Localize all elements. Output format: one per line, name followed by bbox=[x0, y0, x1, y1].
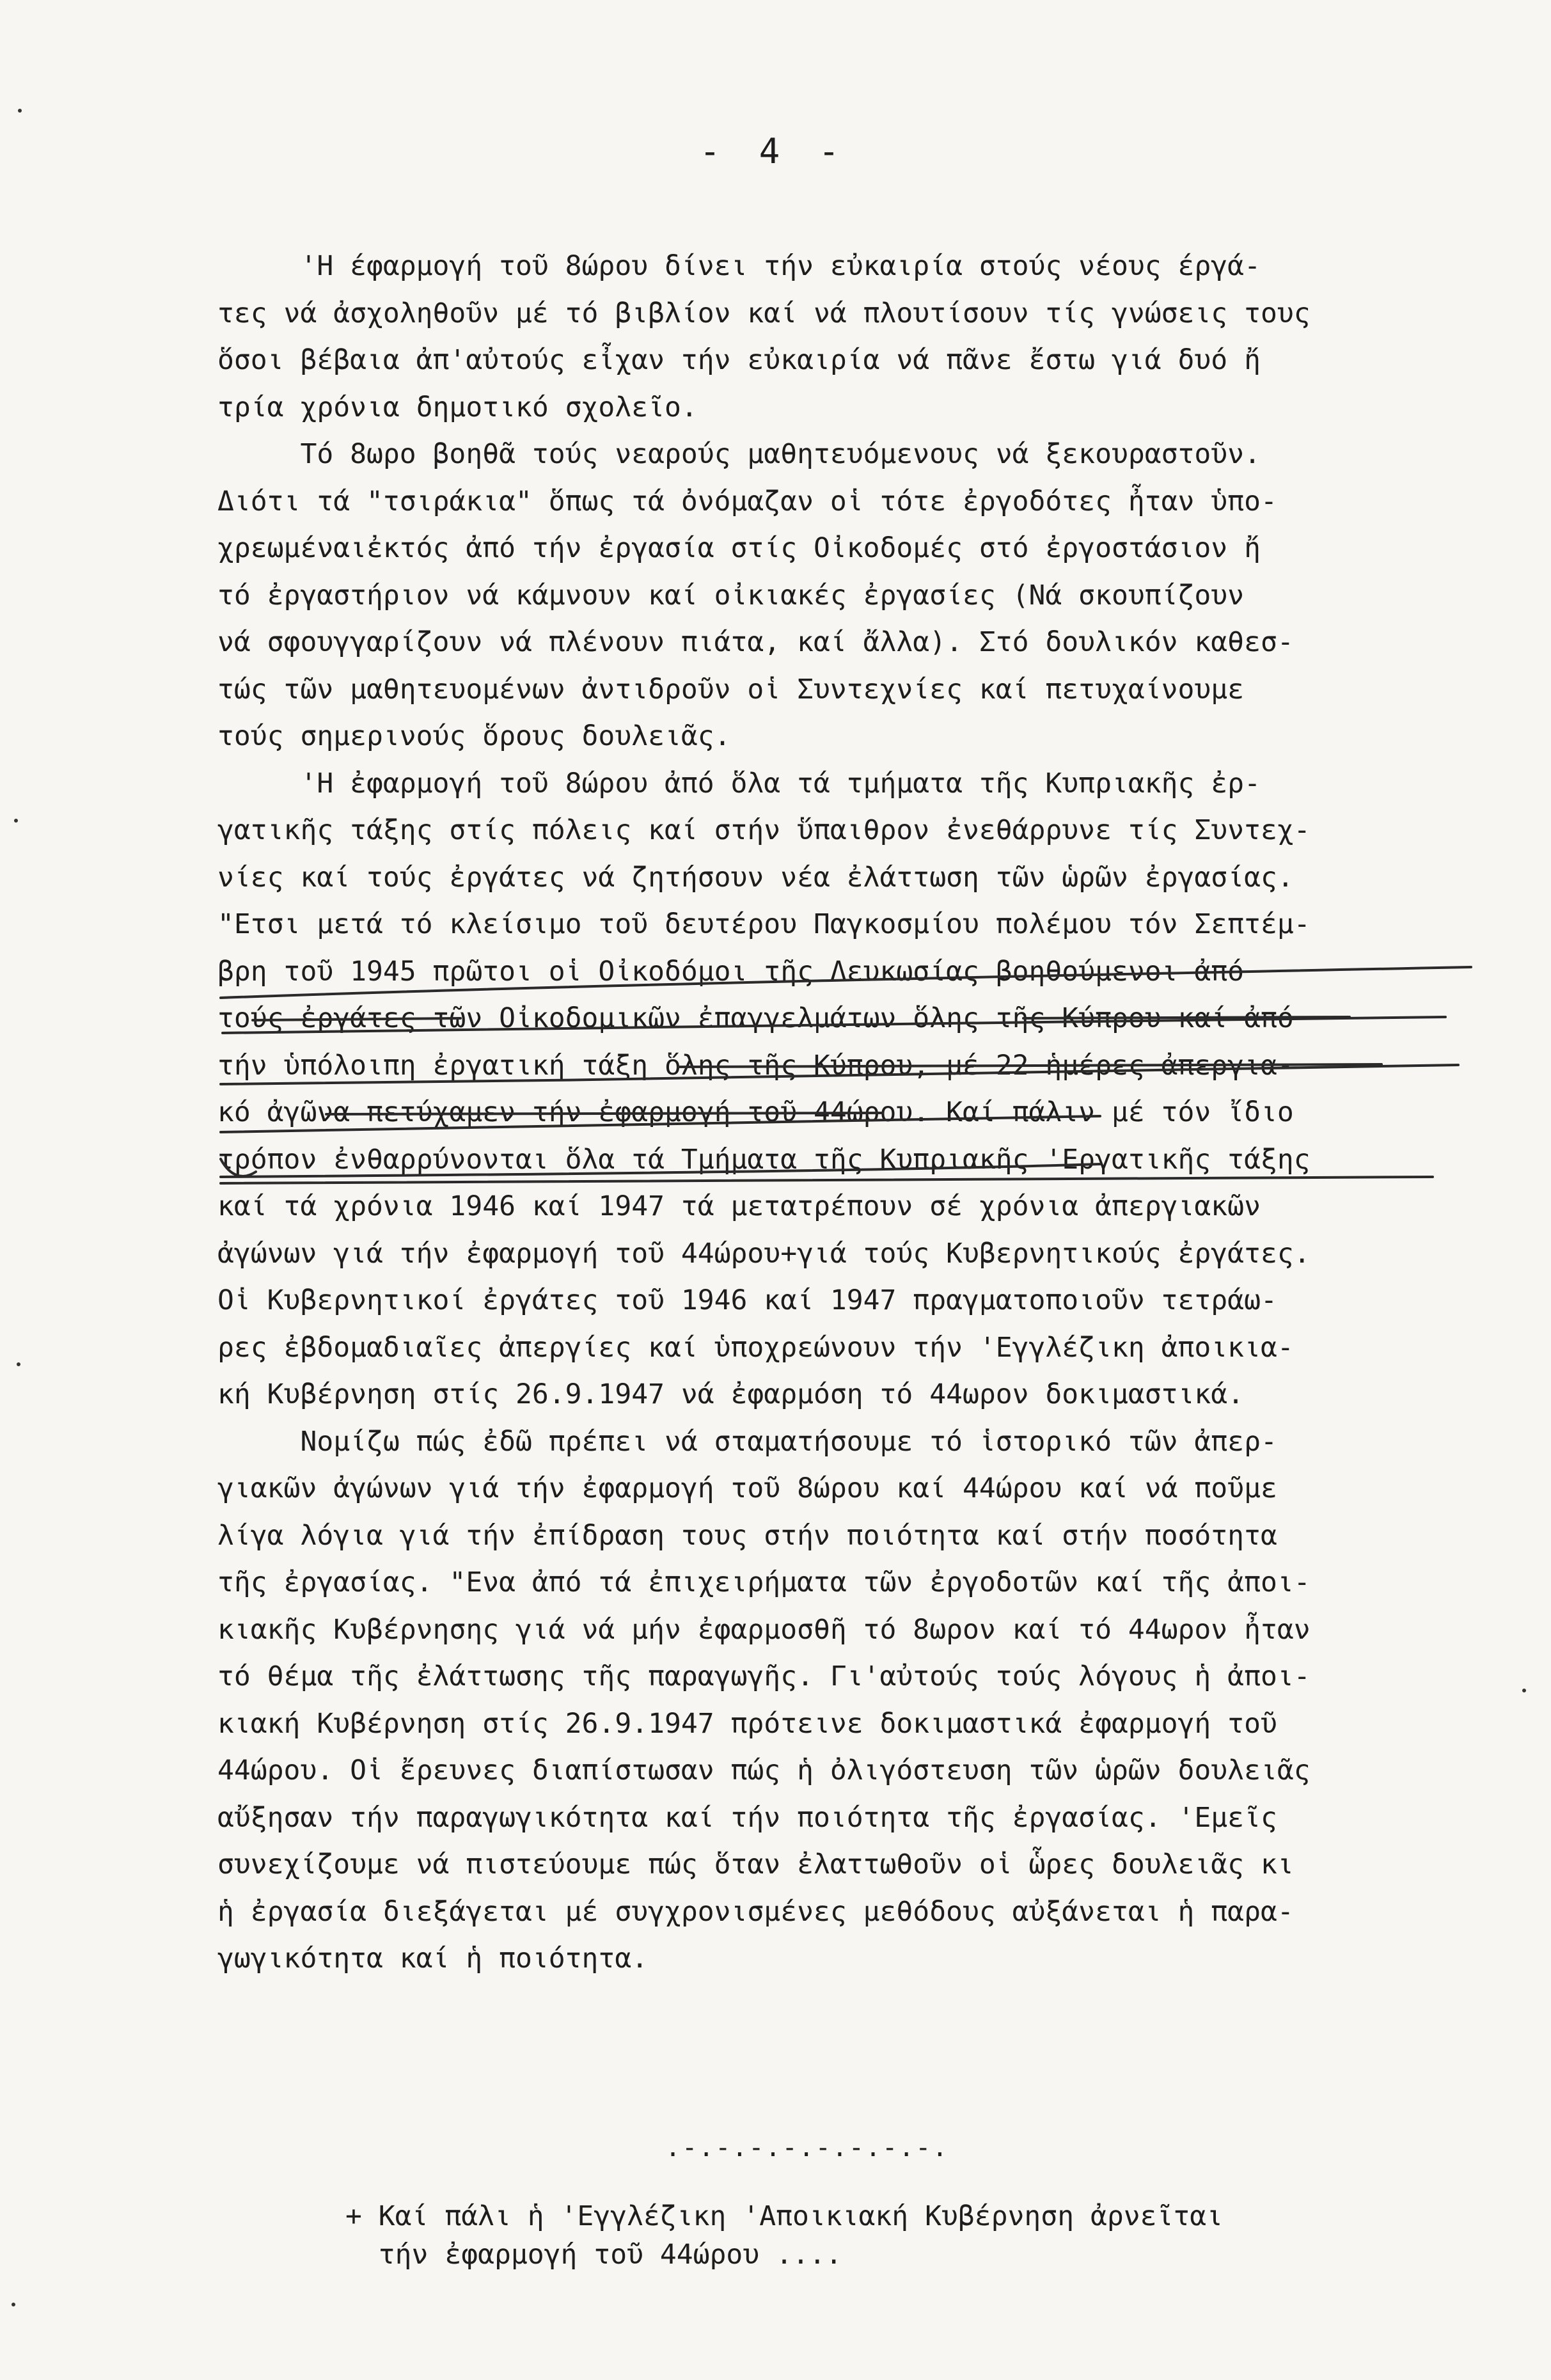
text-line-7: χρεωμέναιἐκτός ἀπό τήν ἐργασία στίς Οἰκοδομές στό ἐργοστάσιον ἤ bbox=[217, 532, 1261, 564]
text-line-21: καί τά χρόνια 1946 καί 1947 τά μετατρέπουν σέ χρόνια ἀπεργιακῶν bbox=[217, 1190, 1261, 1222]
text-line-15: "Ετσι μετά τό κλείσιμο τοῦ δευτέρου Παγκοσμίου πολέμου τόν Σεπτέμ- bbox=[217, 908, 1311, 940]
text-line-35: συνεχίζουμε νά πιστεύουμε πώς ὅταν ἐλαττωθοῦν οἱ ὧρες δουλειᾶς κι bbox=[217, 1848, 1294, 1880]
text-line-31: τό θέμα τῆς ἐλάττωσης τῆς παραγωγῆς. Γι'αὐτούς τούς λόγους ἡ ἀποι- bbox=[217, 1660, 1311, 1692]
text-line-16: βρη τοῦ 1945 πρῶτοι οἱ Οἰκοδόμοι τῆς Λευκωσίας βοηθούμενοι ἀπό bbox=[217, 955, 1245, 988]
text-line-9: νά σφουγγαρίζουν νά πλένουν πιάτα, καί ἄλλα). Στό δουλικόν καθεσ- bbox=[217, 626, 1294, 658]
text-line-12: 'Η ἐφαρμογή τοῦ 8ώρου ἀπό ὅλα τά τμήματα τῆς Κυπριακῆς ἐρ- bbox=[217, 767, 1261, 800]
text-line-27: γιακῶν ἀγώνων γιά τήν ἐφαρμογή τοῦ 8ώρου καί 44ώρου καί νά ποῦμε bbox=[217, 1472, 1277, 1504]
footnote-line-2: τήν ἐφαρμογή τοῦ 44ώρου .... bbox=[345, 2239, 842, 2271]
text-line-8: τό ἐργαστήριον νά κάμνουν καί οἰκιακές ἐργασίες (Νά σκουπίζουν bbox=[217, 579, 1245, 611]
scan-speck bbox=[17, 1362, 20, 1366]
text-line-36: ἡ ἐργασία διεξάγεται μέ συγχρονισμένες μεθόδους αὐξάνεται ἡ παρα- bbox=[217, 1895, 1294, 1928]
text-line-37: γωγικότητα καί ἡ ποιότητα. bbox=[217, 1943, 649, 1974]
text-line-25: κή Κυβέρνηση στίς 26.9.1947 νά ἐφαρμόση τό 44ωρον δοκιμαστικά. bbox=[217, 1378, 1245, 1410]
scan-speck bbox=[12, 2303, 15, 2306]
text-line-11: τούς σημερινούς ὅρους δουλειᾶς. bbox=[217, 720, 731, 752]
text-line-4: τρία χρόνια δημοτικό σχολεῖο. bbox=[217, 391, 698, 423]
text-line-23: Οἱ Κυβερνητικοί ἐργάτες τοῦ 1946 καί 1947 πραγματοποιοῦν τετράω- bbox=[217, 1284, 1277, 1316]
scan-speck bbox=[18, 109, 22, 113]
text-line-33: 44ώρου. Οἱ ἔρευνες διαπίστωσαν πώς ἡ ὀλιγόστευση τῶν ὡρῶν δουλειᾶς bbox=[217, 1754, 1311, 1786]
text-line-18: τήν ὑπόλοιπη ἐργατική τάξη ὅλης τῆς Κύπρου, μέ 22 ἡμέρες ἀπεργια- bbox=[217, 1049, 1294, 1082]
text-line-6: Διότι τά "τσιράκια" ὅπως τά ὀνόμαζαν οἱ τότε ἐργοδότες ἦταν ὑπο- bbox=[217, 485, 1277, 517]
text-line-34: αὔξησαν τήν παραγωγικότητα καί τήν ποιότητα τῆς ἐργασίας. 'Εμεῖς bbox=[217, 1801, 1277, 1834]
text-line-20: τρόπον ἐνθαρρύνονται ὅλα τά Τμήματα τῆς Κυπριακῆς 'Εργατικῆς τάξης bbox=[217, 1143, 1311, 1176]
text-line-29: τῆς ἐργασίας. "Ενα ἀπό τά ἐπιχειρήματα τῶν ἐργοδοτῶν καί τῆς ἀποι- bbox=[217, 1566, 1311, 1598]
footnote-line-1: + Καί πάλι ἡ 'Εγγλέζικη 'Αποικιακή Κυβέρνηση ἀρνεῖται bbox=[345, 2200, 1224, 2232]
section-separator: .-.-.-.-.-.-.-.-. bbox=[665, 2133, 949, 2163]
text-line-26: Νομίζω πώς ἐδῶ πρέπει νά σταματήσουμε τό ἱστορικό τῶν ἀπερ- bbox=[217, 1425, 1277, 1458]
text-line-22: ἀγώνων γιά τήν ἐφαρμογή τοῦ 44ώρου+γιά τούς Κυβερνητικούς ἐργάτες. bbox=[217, 1237, 1311, 1270]
text-line-13: γατικῆς τάξης στίς πόλεις καί στήν ὕπαιθρον ἐνεθάρρυνε τίς Συντεχ- bbox=[217, 814, 1311, 846]
body-text bbox=[217, 243, 1509, 1983]
text-line-30: κιακῆς Κυβέρνησης γιά νά μήν ἐφαρμοσθῆ τό 8ωρον καί τό 44ωρον ἦταν bbox=[217, 1613, 1311, 1646]
text-line-3: ὅσοι βέβαια ἀπ'αὐτούς εἶχαν τήν εὐκαιρία νά πᾶνε ἔστω γιά δυό ἤ bbox=[217, 344, 1261, 376]
text-line-28: λίγα λόγια γιά τήν ἐπίδραση τους στήν ποιότητα καί στήν ποσότητα bbox=[217, 1519, 1277, 1552]
text-line-32: κιακή Κυβέρνηση στίς 26.9.1947 πρότεινε δοκιμαστικά ἐφαρμογή τοῦ bbox=[217, 1707, 1277, 1740]
text-line-5: Τό 8ωρο βοηθᾶ τούς νεαρούς μαθητευόμενους νά ξεκουραστοῦν. bbox=[217, 438, 1261, 470]
text-line-24: ρες ἐβδομαδιαῖες ἀπεργίες καί ὑποχρεώνουν τήν 'Εγγλέζικη ἀποικια- bbox=[217, 1331, 1294, 1364]
text-line-2: τες νά ἀσχοληθοῦν μέ τό βιβλίον καί νά πλουτίσουν τίς γνώσεις τους bbox=[217, 297, 1311, 329]
footnote bbox=[345, 2197, 1497, 2274]
text-line-19: κό ἀγῶνα πετύχαμεν τήν ἐφαρμογή τοῦ 44ώρου. Καί πάλιν μέ τόν ἴδιο bbox=[217, 1096, 1294, 1128]
text-line-1: 'Η έφαρμογή τοῦ 8ώρου δίνει τήν εὐκαιρία στούς νέους έργά- bbox=[217, 250, 1261, 282]
scan-speck bbox=[1522, 1689, 1526, 1692]
text-line-17: τούς ἐργάτες τῶν Οἰκοδομικῶν ἐπαγγελμάτων ὅλης τῆς Κύπρου καί ἀπό bbox=[217, 1002, 1294, 1034]
scan-speck bbox=[14, 819, 18, 823]
page-number: - 4 - bbox=[699, 131, 849, 171]
text-line-14: νίες καί τούς ἐργάτες νά ζητήσουν νέα ἐλάττωση τῶν ὡρῶν ἐργασίας. bbox=[217, 861, 1294, 894]
text-line-10: τώς τῶν μαθητευομένων ἀντιδροῦν οἱ Συντεχνίες καί πετυχαίνουμε bbox=[217, 673, 1245, 705]
